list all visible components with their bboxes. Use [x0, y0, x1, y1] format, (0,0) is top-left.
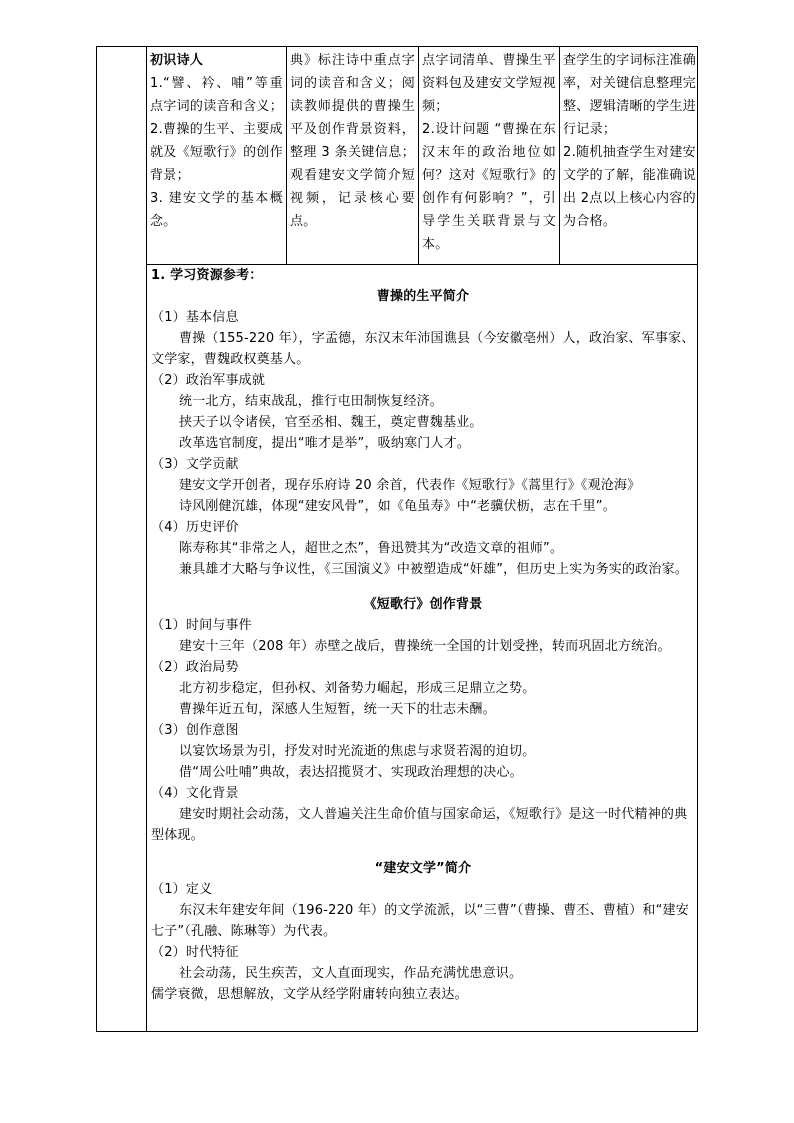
cell-line: 2.设计问题 “曹操在东汉末年的政治地位如何？这对《短歌行》的创作有何影响？”，引导学生关联背景与文本。: [422, 122, 556, 252]
cell-student-activity: [287, 49, 418, 233]
cell-line: 3. 建安文学的基本概念。: [150, 191, 283, 229]
paragraph: 陈寿称其“非常之人，超世之杰”，鲁迅赞其为“改造文章的祖师”。: [179, 541, 564, 556]
subheading: （3）文学贡献: [151, 457, 239, 472]
paragraph: 北方初步稳定，但孙权、刘备势力崛起，形成三足鼎立之势。: [179, 681, 536, 696]
cell-teacher-activity: [419, 49, 559, 256]
subheading: （2）政治军事成就: [151, 373, 266, 388]
cell-assessment: [560, 49, 699, 233]
subheading: （4）文化背景: [151, 786, 239, 801]
section-title: 《短歌行》创作背景: [363, 597, 483, 612]
section-title: 曹操的生平简介: [376, 289, 470, 304]
paragraph: 以宴饮场景为引，抒发对时光流逝的焦虑与求贤若渴的迫切。: [179, 744, 536, 759]
learning-resources: [147, 265, 699, 1005]
spacer: [151, 846, 695, 858]
subheading: （3）创作意图: [151, 723, 239, 738]
paragraph: 建安文学开创者，现存乐府诗 20 余首，代表作《短歌行》《蒿里行》《观沧海》: [179, 478, 641, 493]
cell-text: 典》标注诗中重点字词的读音和含义；阅读教师提供的曹操生平及创作背景资料，整理 3 条关键信息；观看建安文学简介短视频，记录核心要点。: [290, 53, 415, 229]
cell-line: 2.曹操的生平、主要成就及《短歌行》的创作背景；: [150, 122, 284, 183]
subheading: （1）定义: [151, 882, 213, 897]
cell-line: 查学生的字词标注准确率，对关键信息整理完整、逻辑清晰的学生进行记录；: [563, 53, 697, 137]
paragraph: 建安时期社会动荡，文人普遍关注生命价值与国家命运，《短歌行》是这一时代精神的典型体现。: [151, 807, 688, 843]
paragraph: 挟天子以令诸侯，官至丞相、魏王，奠定曹魏基业。: [179, 415, 483, 430]
section-title: “建安文学”简介: [374, 861, 472, 876]
paragraph: 社会动荡，民生疾苦，文人直面现实，作品充满忧患意识。: [179, 966, 523, 981]
paragraph: 改革选官制度，提出“唯才是举”，吸纳寒门人才。: [179, 436, 471, 451]
paragraph: 曹操（155-220 年），字孟德，东汉末年沛国谯县（今安徽亳州）人，政治家、军事家、文学家，曹魏政权奠基人。: [151, 331, 695, 367]
cell-student-knowledge: [147, 49, 286, 233]
cell-line: 点字词清单、曹操生平资料包及建安文学短视频；: [422, 53, 556, 114]
paragraph: 儒学衰微，思想解放，文学从经学附庸转向独立表达。: [151, 987, 468, 1002]
resources-heading: 1. 学习资源参考：: [151, 268, 263, 283]
paragraph: 统一北方，结束战乱，推行屯田制恢复经济。: [179, 394, 444, 409]
cell-line: 2.随机抽查学生对建安文学的了解，能准确说出 2点以上核心内容的为合格。: [563, 145, 697, 229]
paragraph: 建安十三年（208 年）赤壁之战后，曹操统一全国的计划受挫，转而巩固北方统治。: [179, 639, 671, 654]
paragraph: 诗风刚健沉雄，体现“建安风骨”，如《龟虽寿》中“老骥伏枥，志在千里”。: [179, 499, 616, 514]
subheading: （2）时代特征: [151, 945, 239, 960]
spacer: [151, 580, 695, 594]
paragraph: 曹操年近五旬，深感人生短暂，统一天下的壮志未酬。: [179, 702, 496, 717]
paragraph: 东汉末年建安年间（196-220 年）的文学流派，以“三曹”（曹操、曹丕、曹植）和“建安七子”（孔融、陈琳等）为代表。: [151, 903, 689, 939]
paragraph: 兼具雄才大略与争议性，《三国演义》中被塑造成“奸雄”，但历史上实为务实的政治家。: [179, 562, 688, 577]
subheading: （1）时间与事件: [151, 618, 252, 633]
cell-line: 1.“譬、衿、哺”等重点字词的读音和含义；: [150, 76, 284, 114]
subheading: （2）政治局势: [151, 660, 239, 675]
subheading: （4）历史评价: [151, 520, 239, 535]
paragraph: 借“周公吐哺”典故，表达招揽贤才、实现政治理想的决心。: [179, 765, 523, 780]
lesson-table: [96, 46, 698, 1032]
subheading: （1）基本信息: [151, 310, 239, 325]
cell-title: 初识诗人: [150, 53, 204, 68]
